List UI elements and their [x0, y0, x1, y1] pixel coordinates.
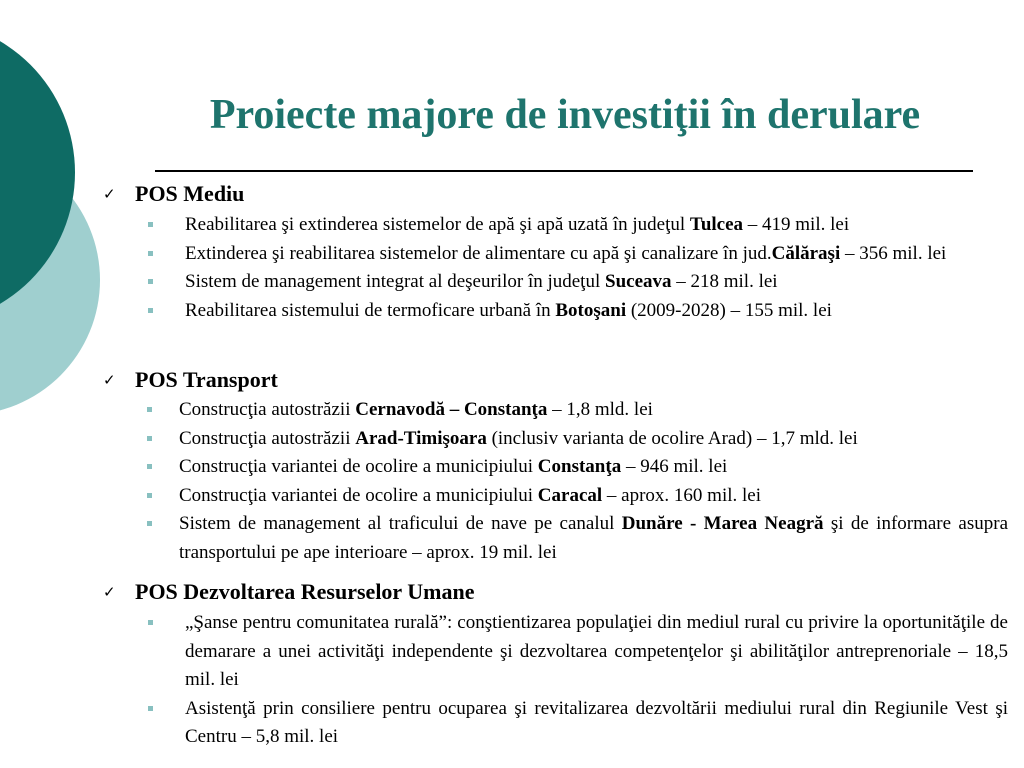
list-item: Construcţia variantei de ocolire a municipiului Caracal – aprox. 160 mil. lei — [103, 482, 1008, 511]
list-item: Reabilitarea şi extinderea sistemelor de apă şi apă uzată în judeţul Tulcea – 419 mil. lei — [103, 211, 1008, 240]
checkmark-icon: ✓ — [103, 583, 116, 601]
list-item: Construcţia variantei de ocolire a municipiului Constanţa – 946 mil. lei — [103, 453, 1008, 482]
list-item: Reabilitarea sistemului de termoficare urbană în Botoşani (2009-2028) – 155 mil. lei — [103, 297, 1008, 326]
list-item: Extinderea şi reabilitarea sistemelor de alimentare cu apă şi canalizare în jud.Călăraşi – 356 mil. lei — [103, 240, 1008, 269]
section-header — [103, 577, 1008, 607]
section-title: POS Dezvoltarea Resurselor Umane — [135, 579, 475, 604]
section-pos-dru — [103, 577, 1008, 752]
square-bullet-icon — [147, 464, 152, 469]
slide-title: Proiecte majore de investiţii în derulare — [209, 92, 921, 138]
square-bullet-icon — [148, 706, 153, 711]
list-item: Construcţia autostrăzii Cernavodă – Constanţa – 1,8 mld. lei — [103, 396, 1008, 425]
square-bullet-icon — [148, 251, 153, 256]
checkmark-icon: ✓ — [103, 371, 116, 389]
section-header — [103, 365, 1008, 395]
square-bullet-icon — [148, 620, 153, 625]
list-item: „Şanse pentru comunitatea rurală”: conştientizarea populaţiei din mediul rural cu privire la oportunităţile de demarare a unei activităţi independente şi dezvoltarea competenţelor şi abilităţilor antreprenoriale – 18,5 mil. lei — [103, 609, 1008, 695]
section-pos-transport — [103, 365, 1008, 567]
square-bullet-icon — [148, 308, 153, 313]
square-bullet-icon — [147, 407, 152, 412]
square-bullet-icon — [147, 521, 152, 526]
square-bullet-icon — [148, 222, 153, 227]
checkmark-icon: ✓ — [103, 185, 116, 203]
section-header — [103, 179, 1008, 209]
list-item: Sistem de management al traficului de nave pe canalul Dunăre - Marea Neagră şi de informare asupra transportului pe ape interioare – aprox. 19 mil. lei — [103, 510, 1008, 567]
section-title: POS Transport — [135, 367, 278, 392]
section-pos-mediu — [103, 179, 1008, 325]
square-bullet-icon — [148, 279, 153, 284]
list-item: Sistem de management integrat al deşeurilor în judeţul Suceava – 218 mil. lei — [103, 268, 1008, 297]
title-divider — [155, 170, 973, 172]
list-item: Asistenţă prin consiliere pentru ocuparea şi revitalizarea dezvoltării mediului rural din Regiunile Vest şi Centru – 5,8 mil. lei — [103, 695, 1008, 752]
square-bullet-icon — [147, 436, 152, 441]
section-title: POS Mediu — [135, 181, 245, 206]
square-bullet-icon — [147, 493, 152, 498]
list-item: Construcţia autostrăzii Arad-Timişoara (inclusiv varianta de ocolire Arad) – 1,7 mld. lei — [103, 425, 1008, 454]
